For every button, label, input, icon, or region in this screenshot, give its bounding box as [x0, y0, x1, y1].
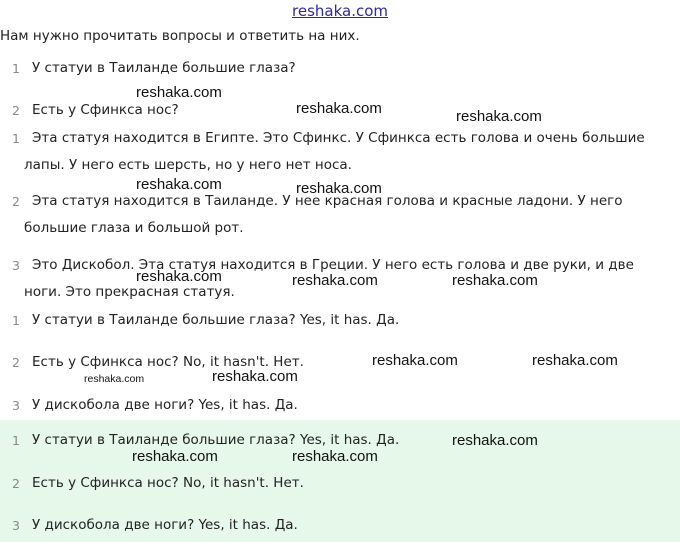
- answer-number: 3: [12, 398, 20, 413]
- watermark: reshaka.com: [292, 448, 378, 465]
- answer-text: У дискобола две ноги? Yes, it has. Да.: [32, 397, 298, 413]
- watermark: reshaka.com: [136, 268, 222, 285]
- watermark: reshaka.com: [136, 176, 222, 193]
- description-line: Эта статуя находится в Египте. Это Сфинкс. У Сфинкса есть голова и очень большие: [32, 130, 645, 146]
- watermark: reshaka.com: [372, 352, 458, 369]
- description-number: 1: [12, 131, 20, 146]
- site-logo-link[interactable]: reshaka.com: [292, 2, 388, 20]
- description-line: Это Дискобол. Эта статуя находится в Греции. У него есть голова и две руки, и две: [32, 257, 634, 273]
- answer-text: У статуи в Таиланде большие глаза? Yes, it has. Да.: [32, 432, 400, 448]
- question-text: Есть у Сфинкса нос?: [32, 102, 179, 118]
- answer-text: У статуи в Таиланде большие глаза? Yes, it has. Да.: [32, 312, 400, 328]
- answer-number: 1: [12, 313, 20, 328]
- watermark: reshaka.com: [452, 272, 538, 289]
- watermark: reshaka.com: [452, 432, 538, 449]
- description-number: 2: [12, 194, 20, 209]
- question-number: 1: [12, 61, 20, 76]
- watermark: reshaka.com: [532, 352, 618, 369]
- description-line: ноги. Это прекрасная статуя.: [24, 284, 235, 300]
- description-number: 3: [12, 258, 20, 273]
- watermark: reshaka.com: [84, 373, 145, 385]
- watermark: reshaka.com: [132, 448, 218, 465]
- answer-number: 2: [12, 355, 20, 370]
- answer-text: Есть у Сфинкса нос? No, it hasn't. Нет.: [32, 354, 304, 370]
- watermark: reshaka.com: [456, 108, 542, 125]
- description-line: Эта статуя находится в Таиланде. У нее красная голова и красные ладони. У него: [32, 193, 623, 209]
- watermark: reshaka.com: [212, 368, 298, 385]
- description-line: лапы. У него есть шерсть, но у него нет носа.: [24, 157, 352, 173]
- question-text: У статуи в Таиланде большие глаза?: [32, 60, 296, 76]
- question-number: 2: [12, 103, 20, 118]
- answer-text: У дискобола две ноги? Yes, it has. Да.: [32, 517, 298, 533]
- answer-number: 1: [12, 433, 20, 448]
- answer-number: 2: [12, 476, 20, 491]
- answer-text: Есть у Сфинкса нос? No, it hasn't. Нет.: [32, 475, 304, 491]
- watermark: reshaka.com: [296, 100, 382, 117]
- description-line: большие глаза и большой рот.: [24, 220, 244, 236]
- watermark: reshaka.com: [136, 84, 222, 101]
- task-intro: Нам нужно прочитать вопросы и ответить на них.: [0, 28, 360, 44]
- answer-number: 3: [12, 518, 20, 533]
- watermark: reshaka.com: [296, 180, 382, 197]
- watermark: reshaka.com: [292, 272, 378, 289]
